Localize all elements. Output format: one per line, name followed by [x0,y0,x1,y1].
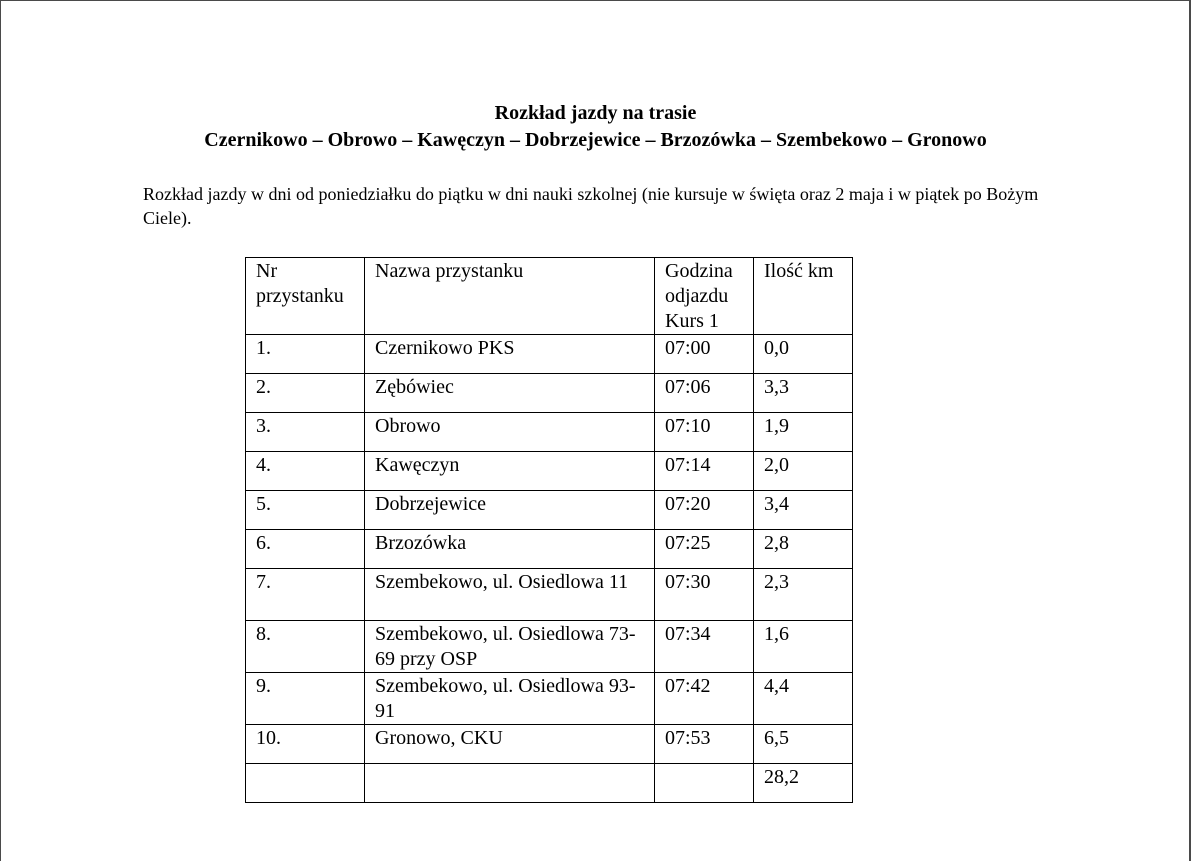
cell-name: Szembekowo, ul. Osiedlowa 93-91 [365,673,655,725]
table-row [246,530,853,569]
cell-time: 07:20 [655,491,754,530]
cell-nr: 6. [246,530,365,569]
cell-nr: 7. [246,569,365,621]
table-row [246,335,853,374]
cell-name: Obrowo [365,413,655,452]
cell-time: 07:06 [655,374,754,413]
cell-km: 1,9 [754,413,853,452]
cell-time: 07:14 [655,452,754,491]
cell-nr: 9. [246,673,365,725]
total-km: 28,2 [754,764,853,803]
cell-km: 3,3 [754,374,853,413]
cell-name: Kawęczyn [365,452,655,491]
table-row [246,374,853,413]
document-title-line1: Rozkład jazdy na trasie [494,102,697,124]
table-row [246,413,853,452]
cell-km: 2,8 [754,530,853,569]
cell-km: 3,4 [754,491,853,530]
table-row [246,725,853,764]
cell-nr [246,764,365,803]
cell-name [365,764,655,803]
cell-time: 07:34 [655,621,754,673]
cell-name: Szembekowo, ul. Osiedlowa 11 [365,569,655,621]
document-title-line2: Czernikowo – Obrowo – Kawęczyn – Dobrzejewice – Brzozówka – Szembekowo – Gronowo [204,129,987,151]
cell-name: Czernikowo PKS [365,335,655,374]
cell-nr: 5. [246,491,365,530]
cell-nr: 2. [246,374,365,413]
cell-km: 6,5 [754,725,853,764]
cell-name: Brzozówka [365,530,655,569]
table-row [246,491,853,530]
cell-km: 2,3 [754,569,853,621]
page-border-top [0,0,1191,1]
cell-nr: 1. [246,335,365,374]
cell-time: 07:53 [655,725,754,764]
table-row [246,621,853,673]
cell-km: 0,0 [754,335,853,374]
table-total-row [246,764,853,803]
cell-time: 07:00 [655,335,754,374]
intro-paragraph: Rozkład jazdy w dni od poniedziałku do piątku w dni nauki szkolnej (nie kursuje w święta oraz 2 maja i w piątek po Bożym Ciele). [143,184,1039,228]
cell-nr: 10. [246,725,365,764]
cell-name: Dobrzejewice [365,491,655,530]
table-row [246,452,853,491]
header-time: Godzina odjazdu Kurs 1 [655,258,754,335]
cell-time: 07:10 [655,413,754,452]
table-header-row [246,258,853,335]
cell-name: Zębówiec [365,374,655,413]
cell-nr: 4. [246,452,365,491]
cell-name: Gronowo, CKU [365,725,655,764]
header-name: Nazwa przystanku [365,258,655,335]
cell-nr: 3. [246,413,365,452]
cell-km: 1,6 [754,621,853,673]
table-row [246,673,853,725]
header-km: Ilość km [754,258,853,335]
cell-nr: 8. [246,621,365,673]
cell-time: 07:25 [655,530,754,569]
table-row [246,569,853,621]
schedule-table [245,257,853,803]
cell-time: 07:30 [655,569,754,621]
header-nr: Nr przystanku [246,258,365,335]
cell-time: 07:42 [655,673,754,725]
cell-name: Szembekowo, ul. Osiedlowa 73-69 przy OSP [365,621,655,673]
cell-km: 2,0 [754,452,853,491]
cell-km: 4,4 [754,673,853,725]
cell-time [655,764,754,803]
